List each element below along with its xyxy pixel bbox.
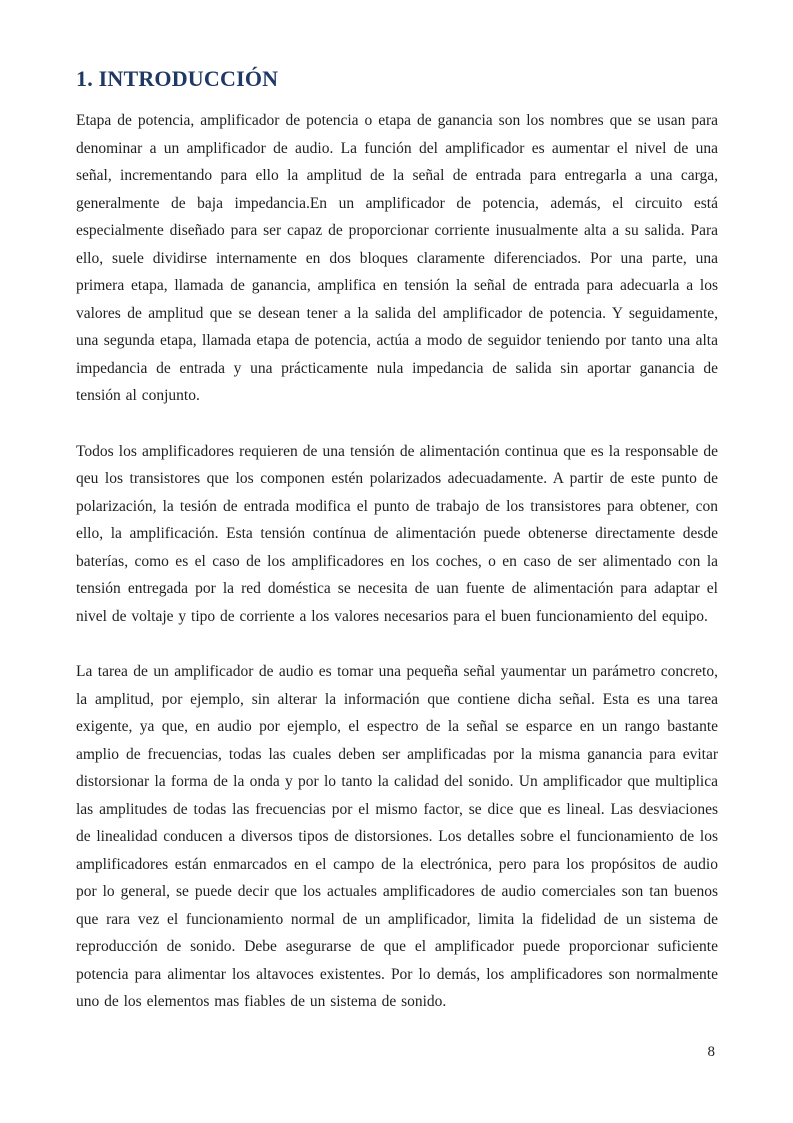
section-heading: 1. INTRODUCCIÓN: [76, 66, 279, 91]
paragraph: Etapa de potencia, amplificador de potencia o etapa de ganancia son los nombres que se usan para denominar a un amplificador de audio. La función del amplificador es aumentar el nivel de una señal, incrementando para ello la amplitud de la señal de entrada para entregarla a una carga, generalmente de baja impedancia.En un amplificador de potencia, además, el circuito está especialmente diseñado para ser capaz de proporcionar corriente inusualmente alta a su salida. Para ello, suele dividirse internamente en dos bloques claramente diferenciados. Por una parte, una primera etapa, llamada de ganancia, amplifica en tensión la señal de entrada para adecuarla a los valores de amplitud que se desean tener a la salida del amplificador de potencia. Y seguidamente, una segunda etapa, llamada etapa de potencia, actúa a modo de seguidor teniendo por tanto una alta impedancia de entrada y una prácticamente nula impedancia de salida sin aportar ganancia de tensión al conjunto.: [76, 112, 718, 404]
body-text: [76, 107, 718, 1016]
paragraph: La tarea de un amplificador de audio es tomar una pequeña señal yaumentar un parámetro concreto, la amplitud, por ejemplo, sin alterar la información que contiene dicha señal. Esta es una tarea exigente, ya que, en audio por ejemplo, el espectro de la señal se esparce en un rango bastante amplio de frecuencias, todas las cuales deben ser amplificadas por la misma ganancia para evitar distorsionar la forma de la onda y por lo tanto la calidad del sonido. Un amplificador que multiplica las amplitudes de todas las frecuencias por el mismo factor, se dice que es lineal. Las desviaciones de linealidad conducen a diversos tipos de distorsiones. Los detalles sobre el funcionamiento de los amplificadores están enmarcados en el campo de la electrónica, pero para los propósitos de audio por lo general, se puede decir que los actuales amplificadores de audio comerciales son tan buenos que rara vez el funcionamiento normal de un amplificador, limita la fidelidad de un sistema de reproducción de sonido. Debe asegurarse de que el amplificador puede proporcionar suficiente potencia para alimentar los altavoces existentes. Por lo demás, los amplificadores son normalmente uno de los elementos mas fiables de un sistema de sonido.: [76, 663, 718, 1010]
paragraph: Todos los amplificadores requieren de una tensión de alimentación continua que es la responsable de qeu los transistores que los componen estén polarizados adecuadamente. A partir de este punto de polarización, la tesión de entrada modifica el punto de trabajo de los transistores para obtener, con ello, la amplificación. Esta tensión contínua de alimentación puede obtenerse directamente desde baterías, como es el caso de los amplificadores en los coches, o en caso de ser alimentado con la tensión entregada por la red doméstica se necesita de uan fuente de alimentación para adaptar el nivel de voltaje y tipo de corriente a los valores necesarios para el buen funcionamiento del equipo.: [76, 442, 718, 625]
page-number: 8: [707, 1044, 715, 1060]
